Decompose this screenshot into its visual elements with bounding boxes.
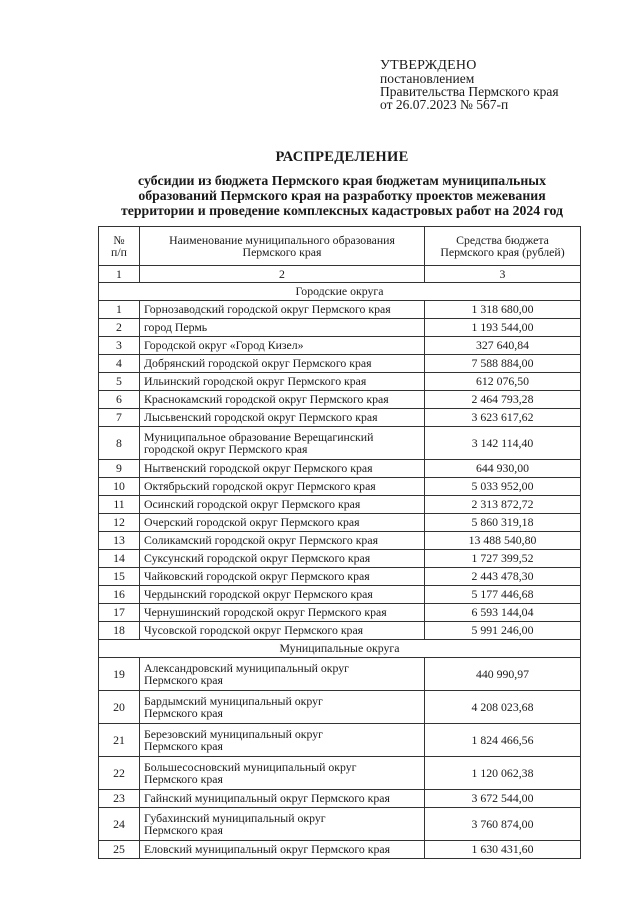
row-amount: 612 076,50 [425, 373, 581, 391]
column-index: 3 [425, 266, 581, 283]
row-municipality: Очерский городской округ Пермского края [140, 514, 425, 532]
row-number: 6 [99, 391, 140, 409]
row-municipality-line: Большесосновский муниципальный округ [144, 759, 357, 774]
row-municipality-line: Бардымский муниципальный округ [144, 693, 323, 708]
row-number: 25 [99, 841, 140, 859]
row-amount: 13 488 540,80 [425, 532, 581, 550]
table-row [99, 478, 581, 496]
row-municipality-line: Губахинский муниципальный округ [144, 810, 326, 825]
document-subtitle [96, 173, 588, 218]
row-municipality: Еловский муниципальный округ Пермского края [140, 841, 425, 859]
row-municipality-line: Пермского края [144, 772, 223, 786]
table-row [99, 319, 581, 337]
row-number: 4 [99, 355, 140, 373]
row-municipality: Суксунский городской округ Пермского края [140, 550, 425, 568]
row-number: 2 [99, 319, 140, 337]
table-row [99, 658, 581, 691]
row-amount: 644 930,00 [425, 460, 581, 478]
row-municipality: Осинский городской округ Пермского края [140, 496, 425, 514]
approval-line-1: постановлением [380, 71, 475, 86]
row-amount: 2 313 872,72 [425, 496, 581, 514]
section-city-districts-label: Городские округа [99, 283, 581, 301]
row-number: 13 [99, 532, 140, 550]
section-municipal-districts [99, 640, 581, 658]
row-number: 3 [99, 337, 140, 355]
row-number: 1 [99, 301, 140, 319]
table-row [99, 337, 581, 355]
row-amount: 1 630 431,60 [425, 841, 581, 859]
row-number: 19 [99, 658, 140, 691]
row-municipality-line: Пермского края [144, 673, 223, 687]
row-municipality: Добрянский городской округ Пермского края [140, 355, 425, 373]
row-municipality: Чердынский городской округ Пермского края [140, 586, 425, 604]
row-municipality: Городской округ «Город Кизел» [140, 337, 425, 355]
row-number: 18 [99, 622, 140, 640]
distribution-table [98, 226, 581, 859]
row-municipality-line: Муниципальное образование Верещагинский [144, 429, 374, 444]
row-municipality [140, 757, 425, 790]
row-number: 5 [99, 373, 140, 391]
row-number: 7 [99, 409, 140, 427]
column-index-row [99, 266, 581, 283]
table-row [99, 409, 581, 427]
table-row [99, 757, 581, 790]
subtitle-line-1: субсидии из бюджета Пермского края бюджетам муниципальных [138, 173, 546, 188]
approved-label: УТВЕРЖДЕНО [380, 58, 477, 73]
row-municipality [140, 691, 425, 724]
row-municipality: Октябрьский городской округ Пермского края [140, 478, 425, 496]
row-amount: 2 464 793,28 [425, 391, 581, 409]
row-municipality: город Пермь [140, 319, 425, 337]
row-amount: 5 991 246,00 [425, 622, 581, 640]
row-amount: 1 120 062,38 [425, 757, 581, 790]
row-amount: 6 593 144,04 [425, 604, 581, 622]
row-amount: 3 672 544,00 [425, 790, 581, 808]
row-municipality: Гайнский муниципальный округ Пермского края [140, 790, 425, 808]
row-number: 15 [99, 568, 140, 586]
row-number: 12 [99, 514, 140, 532]
row-amount: 327 640,84 [425, 337, 581, 355]
row-number: 16 [99, 586, 140, 604]
row-amount: 5 033 952,00 [425, 478, 581, 496]
row-number: 20 [99, 691, 140, 724]
approval-line-3: от 26.07.2023 № 567-п [380, 97, 509, 112]
row-amount: 1 318 680,00 [425, 301, 581, 319]
row-amount: 5 177 446,68 [425, 586, 581, 604]
row-municipality: Лысьвенский городской округ Пермского края [140, 409, 425, 427]
table-row [99, 355, 581, 373]
row-municipality: Краснокамский городской округ Пермского края [140, 391, 425, 409]
table-row [99, 550, 581, 568]
row-amount: 2 443 478,30 [425, 568, 581, 586]
table-row [99, 724, 581, 757]
document-title: РАСПРЕДЕЛЕНИЕ [275, 149, 409, 165]
row-municipality [140, 808, 425, 841]
table-row [99, 460, 581, 478]
row-municipality-line: Александровский муниципальный округ [144, 660, 349, 675]
subtitle-line-3: территории и проведение комплексных кадастровых работ на 2024 год [120, 203, 564, 218]
row-amount: 5 860 319,18 [425, 514, 581, 532]
table-row [99, 604, 581, 622]
row-municipality: Ильинский городской округ Пермского края [140, 373, 425, 391]
column-index: 2 [140, 266, 425, 283]
column-index: 1 [99, 266, 140, 283]
row-municipality [140, 658, 425, 691]
table-row [99, 391, 581, 409]
section-city-districts [99, 283, 581, 301]
table-row [99, 301, 581, 319]
header-funds: Средства бюджета Пермского края (рублей) [425, 227, 581, 266]
header-number: № п/п [99, 227, 140, 266]
row-number: 14 [99, 550, 140, 568]
row-municipality: Нытвенский городской округ Пермского края [140, 460, 425, 478]
row-municipality [140, 427, 425, 460]
table-row [99, 622, 581, 640]
row-municipality: Чусовской городской округ Пермского края [140, 622, 425, 640]
table-row [99, 373, 581, 391]
document-heading [96, 149, 588, 218]
table-row [99, 514, 581, 532]
table-row [99, 568, 581, 586]
approval-line-2: Правительства Пермского края [380, 84, 559, 99]
row-amount: 3 623 617,62 [425, 409, 581, 427]
table-row [99, 808, 581, 841]
row-number: 11 [99, 496, 140, 514]
row-amount: 1 727 399,52 [425, 550, 581, 568]
row-number: 10 [99, 478, 140, 496]
row-municipality-line: Пермского края [144, 706, 223, 720]
table-row [99, 496, 581, 514]
row-municipality-line: Березовский муниципальный округ [144, 726, 323, 741]
row-amount: 3 760 874,00 [425, 808, 581, 841]
row-amount: 1 193 544,00 [425, 319, 581, 337]
table-row [99, 427, 581, 460]
approval-stamp [380, 59, 559, 111]
table-row [99, 532, 581, 550]
row-number: 17 [99, 604, 140, 622]
row-municipality [140, 724, 425, 757]
row-municipality-line: Пермского края [144, 823, 223, 837]
row-amount: 3 142 114,40 [425, 427, 581, 460]
section-municipal-districts-label: Муниципальные округа [99, 640, 581, 658]
header-municipality: Наименование муниципального образования Пермского края [140, 227, 425, 266]
row-number: 22 [99, 757, 140, 790]
table-row [99, 841, 581, 859]
row-amount: 7 588 884,00 [425, 355, 581, 373]
row-municipality-line: городской округ Пермского края [144, 442, 308, 456]
row-number: 8 [99, 427, 140, 460]
row-amount: 440 990,97 [425, 658, 581, 691]
row-number: 23 [99, 790, 140, 808]
row-municipality: Чайковский городской округ Пермского края [140, 568, 425, 586]
table-row [99, 790, 581, 808]
row-municipality: Соликамский городской округ Пермского края [140, 532, 425, 550]
row-number: 24 [99, 808, 140, 841]
table-header-row [99, 227, 581, 266]
table-row [99, 586, 581, 604]
row-amount: 1 824 466,56 [425, 724, 581, 757]
row-number: 21 [99, 724, 140, 757]
table-row [99, 691, 581, 724]
row-municipality-line: Пермского края [144, 739, 223, 753]
subtitle-line-2: образований Пермского края на разработку проектов межевания [138, 188, 546, 203]
row-municipality: Горнозаводский городской округ Пермского края [140, 301, 425, 319]
row-municipality: Чернушинский городской округ Пермского края [140, 604, 425, 622]
row-number: 9 [99, 460, 140, 478]
row-amount: 4 208 023,68 [425, 691, 581, 724]
